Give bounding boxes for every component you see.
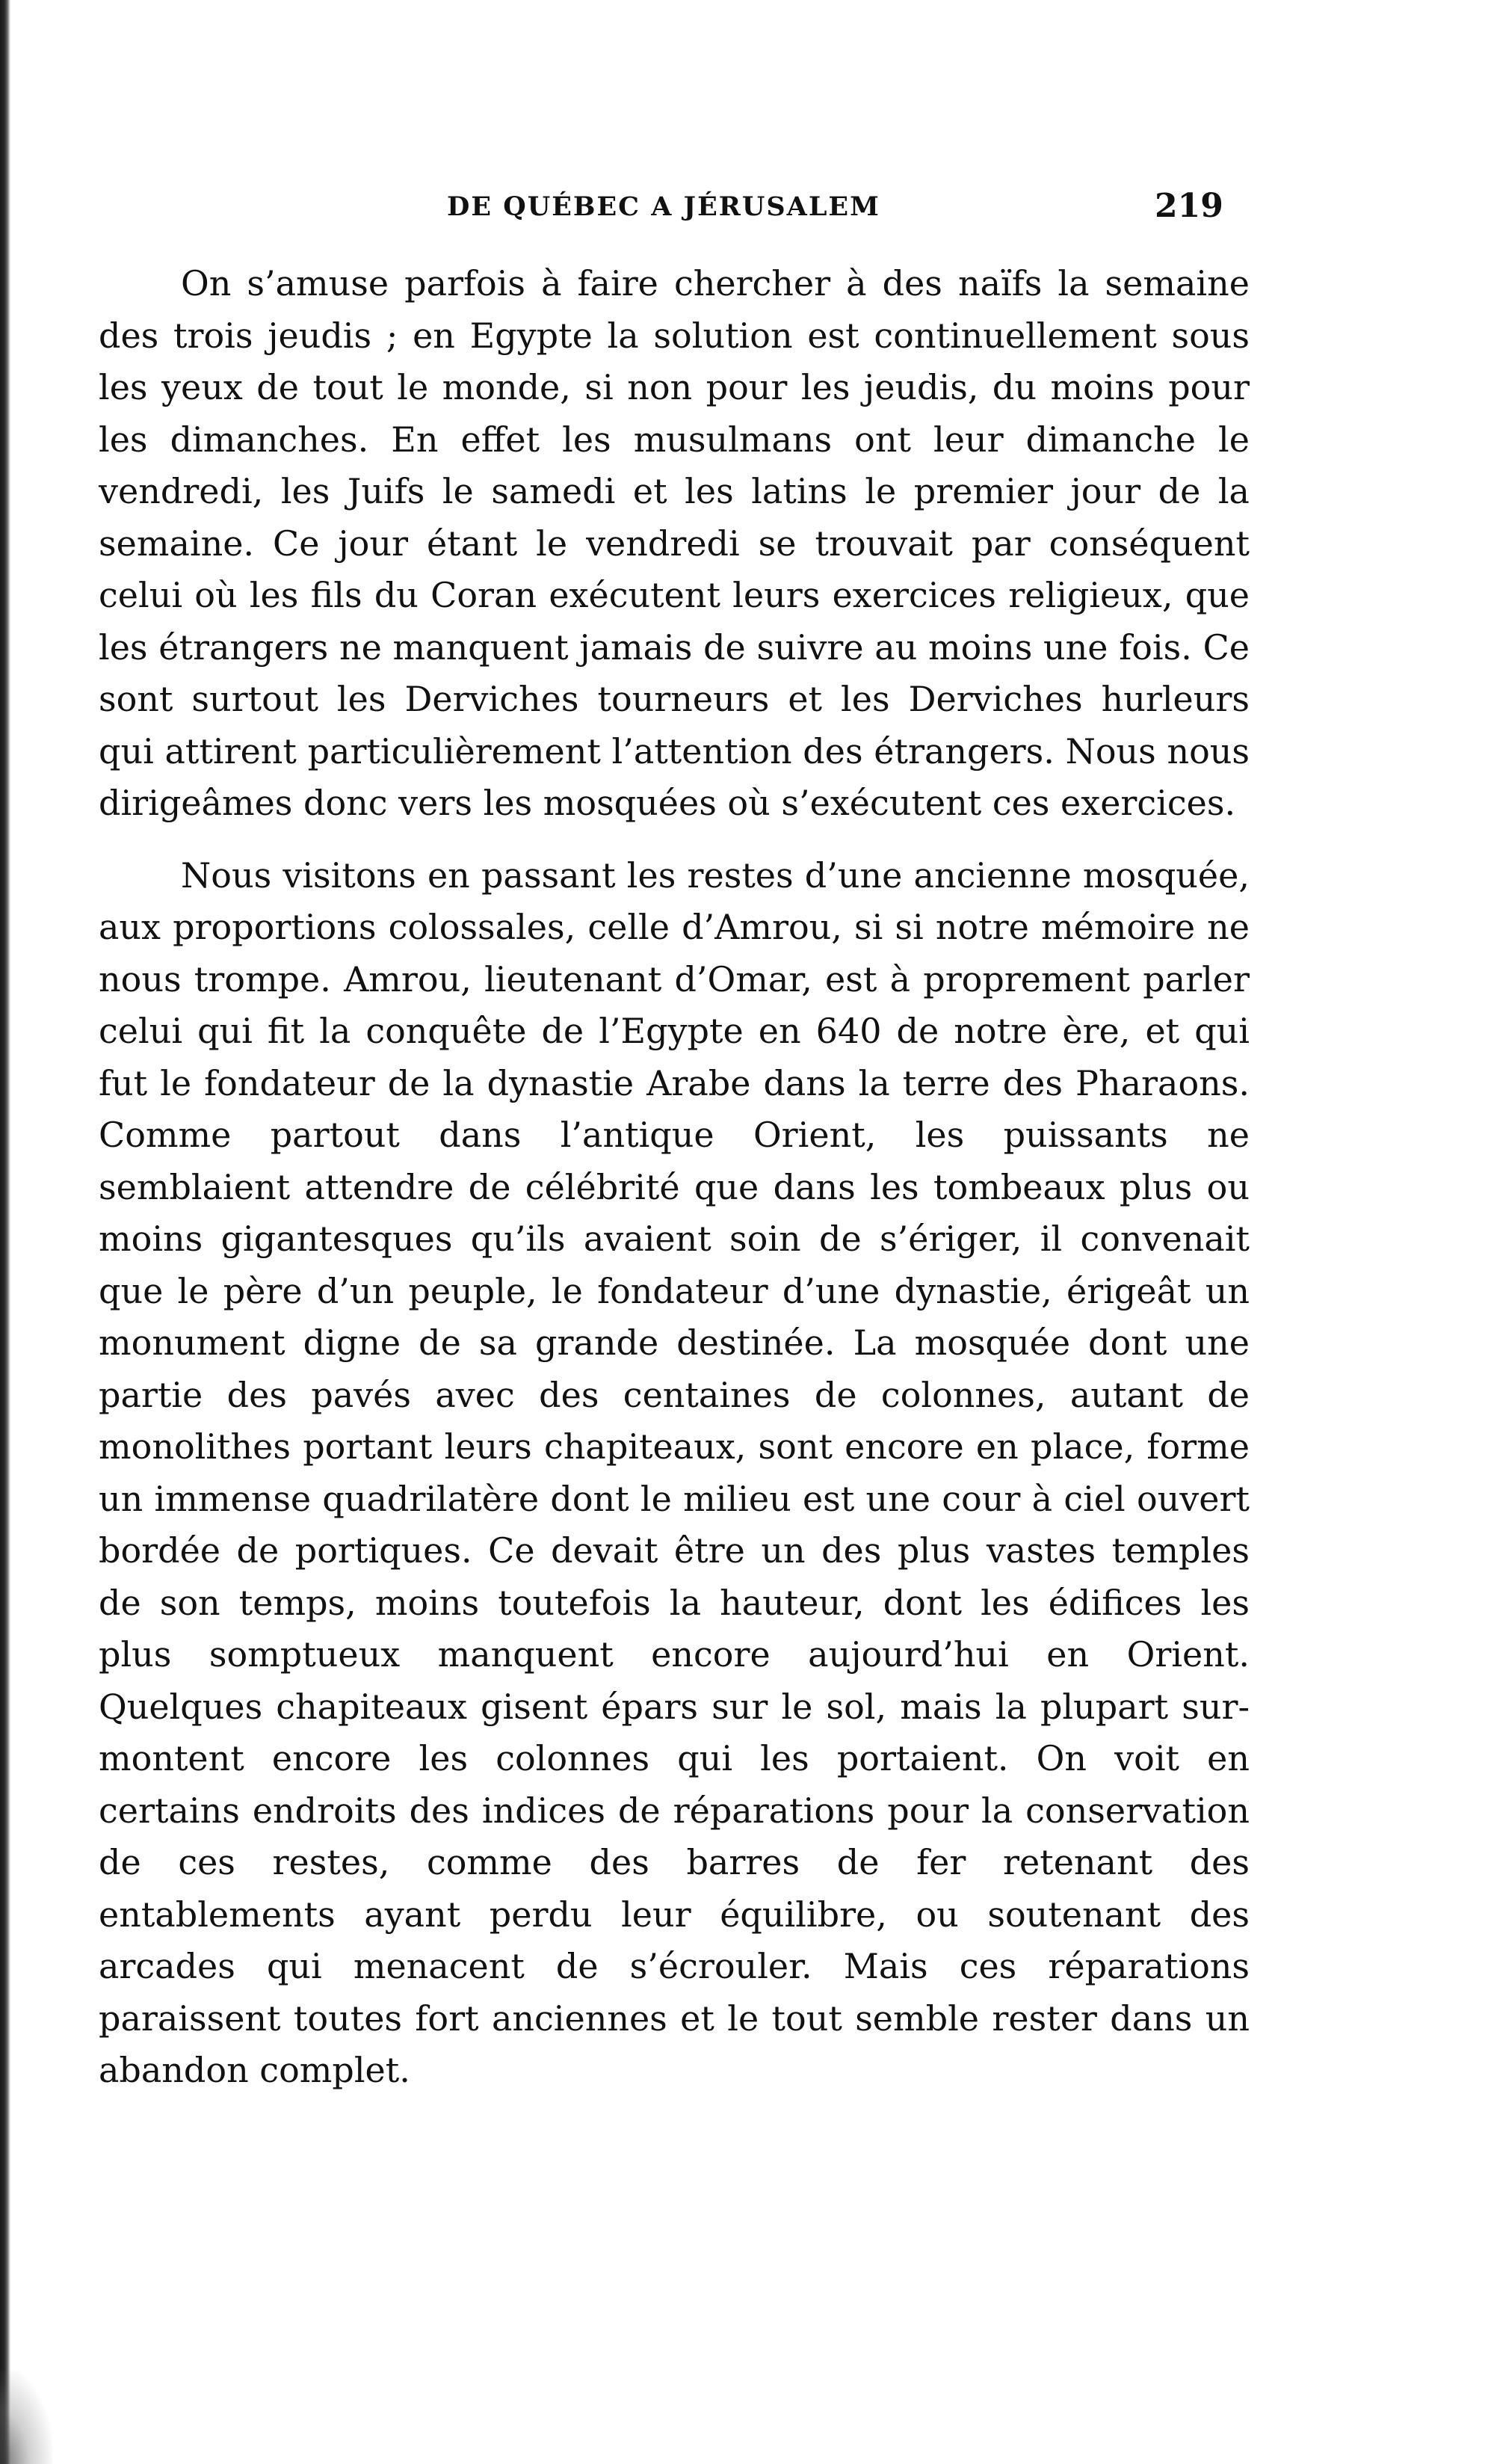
scan-binding-edge (0, 0, 10, 2464)
paragraph-1: On s’amuse parfois à faire chercher à des naïfs la semaine des trois jeudis ; en Egypte la solution est continuellement sous les yeux de tout le monde, si non pour les jeudis, du moins pour les dimanches. En effet les musulmans ont leur dimanche le vendredi, les Juifs le samedi et les latins le premier jour de la semaine. Ce jour étant le vendredi se trouvait par conséquent celui où les fils du Coran exécutent leurs exercices religieux, que les étrangers ne manquent jamais de suivre au moins une fois. Ce sont surtout les Derviches tourneurs et les Derviches hurleurs qui attirent particulièrement l’attention des étrangers. Nous nous dirigeâmes donc vers les mosquées où s’exécutent ces exercices. (99, 263, 1250, 823)
scan-corner-smudge (0, 2370, 52, 2464)
page-header (0, 187, 1485, 232)
page-number: 219 (1155, 187, 1223, 225)
body-text (99, 258, 1250, 2097)
paragraph-2: Nous visitons en passant les restes d’une ancienne mosquée, aux proportions colossales, celle d’Amrou, si si notre mémoire ne nous trompe. Amrou, lieutenant d’Omar, est à proprement parler celui qui fit la conquête de l’Egypte en 640 de notre ère, et qui fut le fondateur de la dynastie Arabe dans la terre des Pharaons. Comme partout dans l’antique Orient, les puissants ne semblaient attendre de célébrité que dans les tombeaux plus ou moins gigantesques qu’ils avaient soin de s’ériger, il convenait que le père d’un peuple, le fondateur d’une dynastie, érigeât un monument digne de sa grande destinée. La mosquée dont une partie des pavés avec des centaines de colonnes, autant de monolithes portant leurs chapiteaux, sont encore en place, forme un immense quadrilatère dont le milieu est une cour à ciel ouvert bordée de portiques. Ce devait être un des plus vastes temples de son temps, moins toutefois la hauteur, dont les édifices les plus somptueux manquent encore aujourd’hui en Orient. Quelques chapiteaux gisent épars sur le sol, mais la plupart surmontent encore les colonnes qui les portaient. On voit en certains endroits des indices de réparations pour la conservation de ces restes, comme des barres de fer retenant des entablements ayant perdu leur équilibre, ou soutenant des arcades qui menacent de s’écrouler. Mais ces réparations paraissent toutes fort anciennes et le tout semble rester dans un abandon complet. (99, 854, 1250, 2090)
running-title: DE QUÉBEC A JÉRUSALEM (447, 191, 880, 222)
